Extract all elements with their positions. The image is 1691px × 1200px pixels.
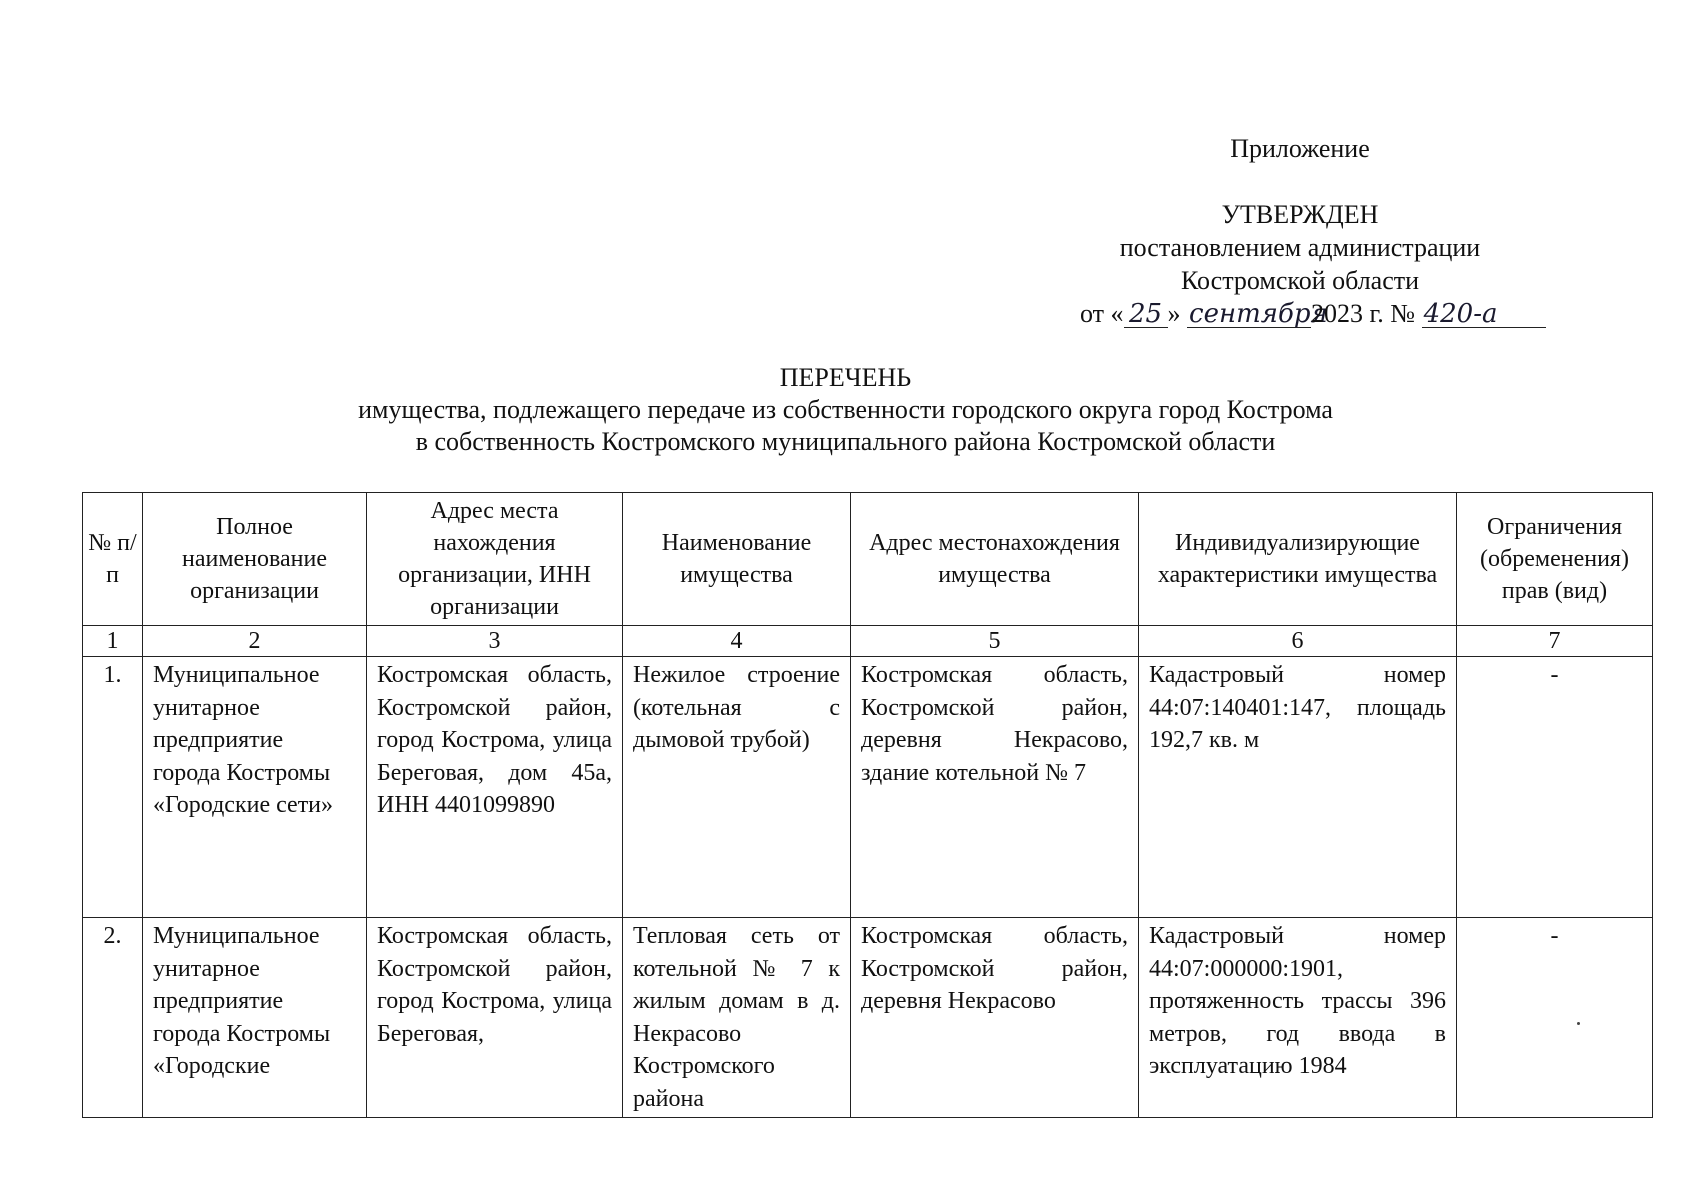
property-name: Нежилое строение (котельная с дымовой трубой) [623, 657, 851, 918]
organization-address: Костромская область, Костромской район, город Кострома, улица Береговая, [367, 918, 623, 1118]
header-cell-property-address: Адрес местонахождения имущества [851, 493, 1139, 626]
property-restrictions: - [1457, 657, 1653, 918]
property-restrictions: - [1457, 918, 1653, 1118]
header-cell-org: Полное наименование организации [143, 493, 367, 626]
scan-speck [1577, 1022, 1580, 1025]
column-number: 6 [1139, 626, 1457, 657]
property-address: Костромская область, Костромской район, деревня Некрасово, здание котельной № 7 [851, 657, 1139, 918]
table-row [83, 657, 1653, 918]
row-number: 2. [83, 918, 143, 1118]
date-mid: » [1167, 299, 1181, 328]
organization-address: Костромская область, Костромской район, город Кострома, улица Береговая, дом 45а, ИНН 4401099890 [367, 657, 623, 918]
column-number: 2 [143, 626, 367, 657]
date-day-handwritten: 25 [1124, 301, 1168, 328]
title-subtitle-2: в собственность Костромского муниципального района Костромской области [415, 427, 1276, 456]
header-cell-restrictions: Ограничения (обременения) прав (вид) [1457, 493, 1653, 626]
approved-label: УТВЕРЖДЕН [1221, 200, 1379, 229]
property-address: Костромская область, Костромской район, деревня Некрасово [851, 918, 1139, 1118]
organization-name: Муниципальное унитарное предприятие города Костромы «Городские сети» [143, 657, 367, 918]
column-number: 1 [83, 626, 143, 657]
organization-name: Муниципальное унитарное предприятие города Костромы «Городские [143, 918, 367, 1118]
date-month-handwritten: сентября [1189, 299, 1328, 329]
date-year: 2023 г. № [1311, 299, 1416, 328]
property-table [82, 492, 1653, 1118]
header-cell-property: Наименование имущества [623, 493, 851, 626]
header-cell-characteristics: Индивидуализирующие характеристики имущества [1139, 493, 1457, 626]
property-characteristics: Кадастровый номер 44:07:140401:147, площадь 192,7 кв. м [1139, 657, 1457, 918]
document-title [0, 362, 1691, 458]
column-number: 5 [851, 626, 1139, 657]
approval-block [1080, 198, 1520, 330]
row-number: 1. [83, 657, 143, 918]
property-name: Тепловая сеть от котельной № 7 к жилым домам в д. Некрасово Костромского района [623, 918, 851, 1118]
approved-by-line: постановлением администрации [1119, 233, 1481, 262]
decree-number-handwritten: 420-а [1422, 301, 1546, 328]
header-cell-num: № п/п [83, 493, 143, 626]
date-prefix: от « [1080, 299, 1124, 328]
table-row [83, 918, 1653, 1118]
property-characteristics: Кадастровый номер 44:07:000000:1901, протяженность трассы 396 метров, год ввода в эксплуатацию 1984 [1139, 918, 1457, 1118]
column-number-row [83, 626, 1653, 657]
header-cell-org-address: Адрес места нахождения организации, ИНН организации [367, 493, 623, 626]
column-number: 4 [623, 626, 851, 657]
approval-date-line [1080, 297, 1520, 330]
table-header-row [83, 493, 1653, 626]
appendix-label: Приложение [1230, 134, 1370, 163]
title-subtitle-1: имущества, подлежащего передаче из собственности городского округа город Кострома [358, 395, 1333, 424]
approved-region-line: Костромской области [1180, 266, 1420, 295]
title-main: ПЕРЕЧЕНЬ [779, 363, 912, 392]
column-number: 7 [1457, 626, 1653, 657]
column-number: 3 [367, 626, 623, 657]
